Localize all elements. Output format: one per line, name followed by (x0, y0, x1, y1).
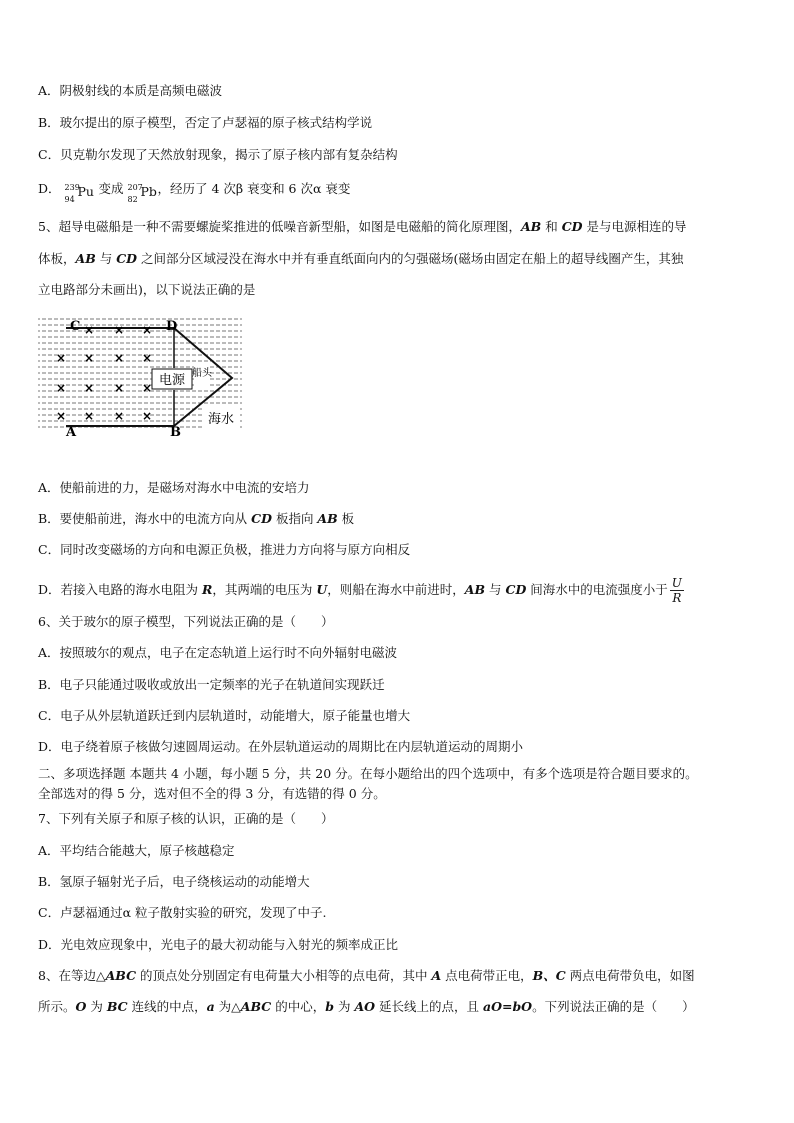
text: 5、超导电磁船是一种不需要螺旋桨推进的低噪音新型船，如图是电磁船的简化原理图， (38, 219, 521, 234)
nuclide-pb (127, 181, 157, 204)
label-cd: CD (116, 251, 138, 266)
text: ，则船在海水中前进时， (327, 582, 465, 597)
text: 与 (485, 582, 506, 597)
text: 的中心， (271, 999, 326, 1014)
q5-option-a: A．使船前进的力，是磁场对海水中电流的安培力 (38, 480, 310, 495)
section2-line2: 全部选对的得 5 分，选对但不全的得 3 分，有选错的得 0 分。 (38, 786, 386, 801)
q7-option-c: C．卢瑟福通过α 粒子散射实验的研究，发现了中子. (38, 905, 327, 920)
label-cd: CD (561, 219, 583, 234)
label-bc: BC (106, 999, 128, 1014)
label-abc: ABC (240, 999, 272, 1014)
nuclide-symbol: Pb (140, 183, 157, 199)
nuclide-symbol: Pu (77, 183, 94, 199)
text: 延长线上的点，且 (375, 999, 483, 1014)
field-x-mark: × (142, 409, 153, 423)
label-a-center: a (206, 999, 215, 1014)
text: 。下列说法正确的是（ ） (532, 999, 695, 1014)
text: 为 (86, 999, 107, 1014)
electromagnetic-ship-diagram (36, 316, 246, 436)
q4-option-a: A．阴极射线的本质是高频电磁波 (38, 83, 223, 98)
q5-stem-line2 (38, 250, 683, 268)
text: 板 (337, 511, 355, 526)
text: 点电荷带正电， (441, 968, 533, 983)
q7-option-d: D．光电效应现象中，光电子的最大初动能与入射光的频率成正比 (38, 937, 399, 952)
text: 与 (95, 251, 117, 266)
label-ab: AB (75, 251, 96, 266)
text: 的顶点处分别固定有电荷量大小相等的点电荷，其中 (136, 968, 432, 983)
text: 是与电源相连的导 (582, 219, 687, 234)
field-x-mark: × (114, 351, 125, 365)
field-x-mark: × (84, 409, 95, 423)
label-cd: CD (251, 511, 272, 526)
text: B．要使船前进，海水中的电流方向从 (38, 511, 252, 526)
q7-option-a: A．平均结合能越大，原子核越稳定 (38, 843, 235, 858)
label-ao: AO (354, 999, 376, 1014)
q4-option-b: B．玻尔提出的原子模型，否定了卢瑟福的原子核式结构学说 (38, 115, 373, 130)
field-x-mark: × (56, 409, 67, 423)
q5-stem-line1 (38, 218, 686, 236)
label-abc: ABC (105, 968, 137, 983)
field-x-mark: × (142, 323, 153, 337)
text: 为 (333, 999, 355, 1014)
ship-label: 船头 (192, 368, 212, 379)
text: 板指向 (271, 511, 318, 526)
text: 两点电荷带负电，如图 (565, 968, 695, 983)
field-x-mark: × (84, 381, 95, 395)
section2-line1: 二、多项选择题 本题共 4 小题，每小题 5 分，共 20 分。在每小题给出的四个选项中，有多个选项是符合题目要求的。 (38, 766, 698, 781)
q4-option-d (38, 180, 351, 204)
label-d: D (166, 319, 178, 334)
nuclide-mass: 239 (64, 182, 80, 192)
numerator: U (671, 576, 682, 590)
seawater-label: 海水 (207, 412, 235, 427)
q5-option-b (38, 510, 354, 528)
text: D．若接入电路的海水电阻为 (38, 582, 202, 597)
field-x-mark: × (114, 381, 125, 395)
power-label: 电源 (158, 373, 186, 388)
var-r: R (202, 582, 213, 597)
q6-option-d: D．电子绕着原子核做匀速圆周运动。在外层轨道运动的周期比在内层轨道运动的周期小 (38, 739, 524, 754)
text: 所示。 (38, 999, 76, 1014)
text: 8、在等边△ (38, 968, 106, 983)
text: 间海水中的电流强度小于 (526, 582, 668, 597)
q6-stem: 6、关于玻尔的原子模型，下列说法正确的是（ ） (38, 614, 334, 629)
fraction-u-over-r (670, 576, 684, 605)
field-x-mark: × (56, 351, 67, 365)
text: 连线的中点， (127, 999, 207, 1014)
text: 为△ (214, 999, 241, 1014)
label-a: A (431, 968, 442, 983)
label-c: C (70, 319, 81, 334)
q5-option-c: C．同时改变磁场的方向和电源正负极，推进力方向将与原方向相反 (38, 542, 411, 557)
field-x-mark: × (84, 351, 95, 365)
q8-stem-line1 (38, 967, 695, 985)
text: ，其两端的电压为 (212, 582, 317, 597)
q4-d-suffix: ，经历了 4 次β 衰变和 6 次α 衰变 (157, 181, 351, 196)
field-x-mark: × (56, 381, 67, 395)
q5-option-d (38, 576, 684, 605)
q5-stem-line3: 立电路部分未画出)，以下说法正确的是 (38, 282, 256, 297)
denominator: R (672, 591, 682, 605)
q6-option-a: A．按照玻尔的观点，电子在定态轨道上运行时不向外辐射电磁波 (38, 645, 398, 660)
var-u: U (316, 582, 328, 597)
q7-option-b: B．氢原子辐射光子后，电子绕核运动的动能增大 (38, 874, 310, 889)
field-x-mark: × (114, 323, 125, 337)
q4-d-prefix: D． (38, 181, 61, 196)
field-x-mark: × (114, 409, 125, 423)
q7-stem: 7、下列有关原子和原子核的认识，正确的是（ ） (38, 811, 334, 826)
label-ab: AB (464, 582, 486, 597)
label-b-point: b (325, 999, 334, 1014)
q8-stem-line2 (38, 998, 695, 1016)
field-x-mark: × (142, 381, 153, 395)
label-b: B (170, 425, 181, 436)
field-x-mark: × (84, 323, 95, 337)
text: 之间部分区域浸没在海水中并有垂直纸面向内的匀强磁场(磁场由固定在船上的超导线圈产生，其独 (137, 251, 684, 266)
nuclide-mass: 207 (127, 182, 143, 192)
label-ab: AB (520, 219, 542, 234)
label-o: O (75, 999, 87, 1014)
q6-option-c: C．电子从外层轨道跃迁到内层轨道时，动能增大，原子能量也增大 (38, 708, 411, 723)
label-a: A (66, 425, 77, 436)
label-cd: CD (505, 582, 527, 597)
equation: aO=bO (482, 999, 533, 1014)
text: 和 (541, 219, 562, 234)
q4-d-mid: 变成 (98, 181, 124, 196)
q4-option-c: C．贝克勒尔发现了天然放射现象，揭示了原子核内部有复杂结构 (38, 147, 398, 162)
field-x-mark: × (142, 351, 153, 365)
q6-option-b: B．电子只能通过吸收或放出一定频率的光子在轨道间实现跃迁 (38, 677, 385, 692)
label-ab: AB (317, 511, 338, 526)
nuclide-number: 82 (127, 194, 138, 204)
label-bc: B、C (532, 968, 566, 983)
nuclide-number: 94 (64, 194, 75, 204)
nuclide-pu (64, 181, 94, 204)
text: 体板， (38, 251, 76, 266)
